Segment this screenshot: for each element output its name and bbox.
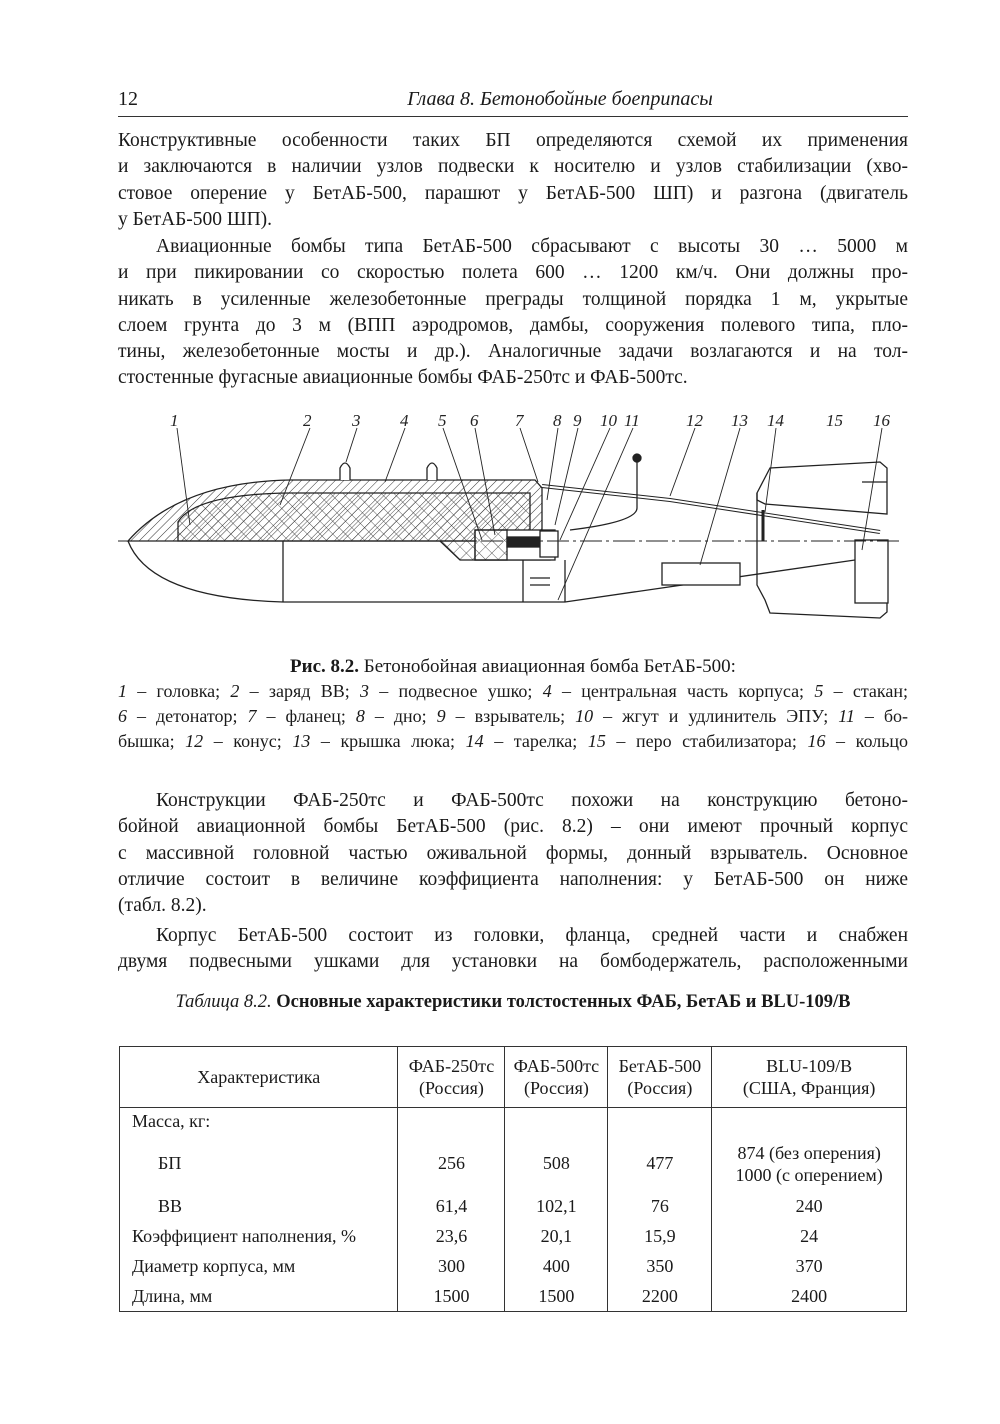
legend-line <box>118 704 908 729</box>
legend-text: – взрыватель; <box>445 706 566 726</box>
text-line: у БетАБ-500 ШП). <box>118 208 273 230</box>
cell: 76 <box>608 1192 712 1222</box>
legend-number: 9 <box>436 706 446 726</box>
table-row <box>120 1192 907 1222</box>
cell: 240 <box>712 1192 907 1222</box>
label-7: 7 <box>515 411 524 430</box>
text-line: стостенные фугасные авиационные бомбы ФАБ-250тс и ФАБ-500тс. <box>118 367 688 389</box>
cell: 1500 <box>398 1282 505 1312</box>
cell: 370 <box>712 1252 907 1282</box>
text-line: тины, железобетонные мосты и др.). Аналогичные задачи возлагаются и на тол- <box>118 341 908 363</box>
page-number: 12 <box>118 88 138 110</box>
label-1: 1 <box>170 411 179 430</box>
label-12: 12 <box>686 411 703 430</box>
legend-number: 13 <box>292 731 311 751</box>
table-caption-title: Основные характеристики толстостенных ФАБ, БетАБ и BLU-109/B <box>276 992 851 1012</box>
row-label: Диаметр корпуса, мм <box>120 1252 398 1282</box>
legend-number: 12 <box>185 731 204 751</box>
label-3: 3 <box>352 411 361 430</box>
label-14: 14 <box>767 411 784 430</box>
legend-line <box>118 729 908 754</box>
paragraph-3 <box>118 788 908 919</box>
legend-text: – центральная часть корпуса; <box>551 681 805 701</box>
table-row <box>120 1282 907 1312</box>
text-line: бойной авиационной бомбы БетАБ-500 (рис. 8.2) – они имеют прочный корпус <box>118 816 908 838</box>
caption-prefix: Рис. 8.2. <box>290 656 360 677</box>
legend-number: 16 <box>807 731 826 751</box>
legend-number: 14 <box>465 731 484 751</box>
label-15: 15 <box>826 411 843 430</box>
diagram-labels <box>170 411 891 430</box>
text-line: (табл. 8.2). <box>118 895 207 917</box>
cell: 24 <box>712 1222 907 1252</box>
cell: 300 <box>398 1252 505 1282</box>
legend-number: 1 <box>118 681 127 701</box>
cell: 20,1 <box>505 1222 608 1252</box>
label-10: 10 <box>600 411 617 430</box>
text-line: и при пикировании со скоростью полета 600 … 1200 км/ч. Они должны про- <box>118 262 908 284</box>
legend-number: 15 <box>587 731 606 751</box>
cell: 1500 <box>505 1282 608 1312</box>
legend-number: 3 <box>360 681 370 701</box>
header-cell: ФАБ-250тс (Россия) <box>398 1047 505 1108</box>
legend-text: – головка; <box>127 681 221 701</box>
header-cell: БетАБ-500 (Россия) <box>608 1047 712 1108</box>
label-9: 9 <box>573 411 582 430</box>
text-line: Конструктивные особенности таких БП определяются схемой их применения <box>118 130 908 151</box>
legend-text: – заряд ВВ; <box>239 681 350 701</box>
legend-text: – фланец; <box>256 706 346 726</box>
text-line: и заключаются в наличии узлов подвески к носителю и узлов стабилизации (хво- <box>118 156 908 178</box>
legend-text: – детонатор; <box>127 706 238 726</box>
legend-text: – дно; <box>364 706 427 726</box>
table-header-row <box>120 1047 907 1108</box>
legend-line <box>118 679 908 704</box>
legend-text: – конус; <box>203 731 282 751</box>
text-line: с массивной головной частью оживальной формы, донный взрыватель. Основное <box>118 842 908 864</box>
legend-number: 6 <box>118 706 127 726</box>
characteristics-table <box>119 1046 907 1312</box>
row-label: БП <box>120 1136 398 1192</box>
legend-number: 8 <box>355 706 365 726</box>
legend-text: бышка; <box>118 731 186 751</box>
paragraph-1 <box>118 128 908 233</box>
row-label: ВВ <box>120 1192 398 1222</box>
text-line: Авиационные бомбы типа БетАБ-500 сбрасывают с высоты 30 … 5000 м <box>156 236 908 257</box>
legend-text: – перо стабилизатора; <box>605 731 797 751</box>
legend-number: 4 <box>542 681 552 701</box>
bomb-cross-section-diagram <box>110 400 910 620</box>
table-caption-prefix: Таблица 8.2. <box>175 992 272 1012</box>
legend-number: 7 <box>247 706 257 726</box>
label-5: 5 <box>438 411 447 430</box>
text-line: Корпус БетАБ-500 состоит из головки, фланца, средней части и снабжен <box>156 925 908 946</box>
legend-number: 10 <box>575 706 594 726</box>
cell: 350 <box>608 1252 712 1282</box>
header-rule <box>118 116 908 117</box>
cell: 2400 <box>712 1282 907 1312</box>
legend-number: 5 <box>814 681 824 701</box>
bomb-body <box>128 462 888 618</box>
text-line: стовое оперение у БетАБ-500, парашют у БетАБ-500 ШП) и разгона (двигатель <box>118 182 908 204</box>
row-label: Коэффициент наполнения, % <box>120 1222 398 1252</box>
table-row <box>120 1108 907 1136</box>
legend-text: – подвесное ушко; <box>369 681 533 701</box>
cell: 2200 <box>608 1282 712 1312</box>
label-13: 13 <box>731 411 748 430</box>
cell: 23,6 <box>398 1222 505 1252</box>
text-line: отличие состоит в величине коэффициента наполнения: у БетАБ-500 он ниже <box>118 868 908 890</box>
legend-text: – тарелка; <box>483 731 578 751</box>
label-2: 2 <box>303 411 312 430</box>
cell: 15,9 <box>608 1222 712 1252</box>
cell: 102,1 <box>505 1192 608 1222</box>
text-line: двумя подвесными ушками для установки на бомбодержатель, расположенными <box>118 951 908 973</box>
legend-number: 11 <box>838 706 855 726</box>
running-header: Глава 8. Бетонобойные боеприпасы <box>407 88 713 110</box>
table-row <box>120 1252 907 1282</box>
legend-text: – жгут и удлинитель ЭПУ; <box>593 706 829 726</box>
row-label: Длина, мм <box>120 1282 398 1312</box>
legend-text: – бо- <box>854 706 909 726</box>
cell: 508 <box>505 1136 608 1192</box>
header-cell: BLU-109/B (США, Франция) <box>712 1047 907 1108</box>
text-line: слоем грунта до 3 м (ВПП аэродромов, дамбы, сооружения полевого типа, пло- <box>118 314 908 336</box>
figure-caption <box>118 654 908 754</box>
label-6: 6 <box>470 411 479 430</box>
table-row <box>120 1136 907 1192</box>
legend-number: 2 <box>230 681 240 701</box>
cell: 61,4 <box>398 1192 505 1222</box>
legend-text: – крышка люка; <box>310 731 456 751</box>
header-cell: ФАБ-500тс (Россия) <box>505 1047 608 1108</box>
header-cell: Характеристика <box>120 1047 398 1108</box>
caption-title: Бетонобойная авиационная бомба БетАБ-500: <box>363 656 736 677</box>
text-line: Конструкции ФАБ-250тс и ФАБ-500тс похожи на конструкцию бетоно- <box>156 790 908 811</box>
paragraph-4 <box>118 923 908 976</box>
legend-text: – стакан; <box>823 681 909 701</box>
legend-text: – кольцо <box>825 731 909 751</box>
label-16: 16 <box>873 411 890 430</box>
label-8: 8 <box>553 411 562 430</box>
paragraph-2 <box>118 234 908 392</box>
label-11: 11 <box>624 411 640 430</box>
cell: 256 <box>398 1136 505 1192</box>
cell: 400 <box>505 1252 608 1282</box>
cell: 874 (без оперения) 1000 (с оперением) <box>712 1136 907 1192</box>
table-row <box>120 1222 907 1252</box>
row-label: Масса, кг: <box>120 1108 398 1136</box>
cell: 477 <box>608 1136 712 1192</box>
table-caption <box>118 992 908 1013</box>
label-4: 4 <box>400 411 409 430</box>
text-line: никать в усиленные железобетонные преграды толщиной порядка 1 м, укрытые <box>118 288 908 310</box>
